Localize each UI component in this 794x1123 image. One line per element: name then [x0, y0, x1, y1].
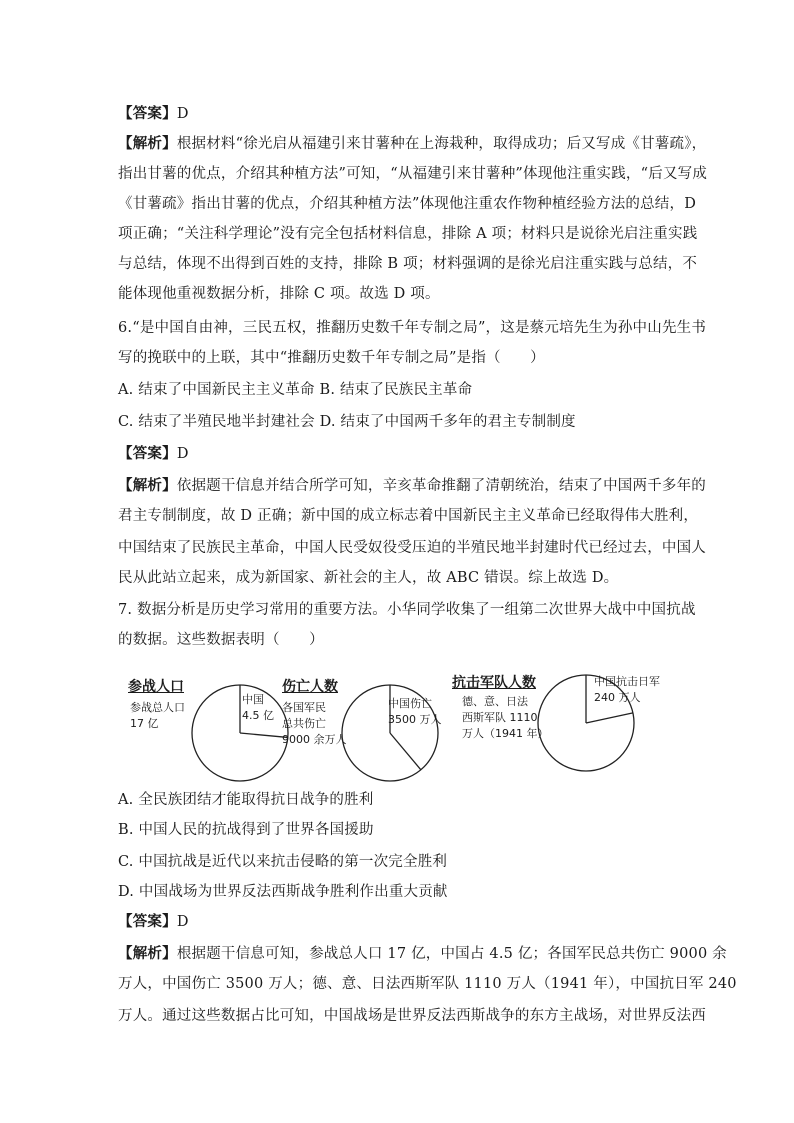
question-7-option-c: C. 中国抗战是近代以来抗击侵略的第一次完全胜利	[118, 854, 448, 870]
answer-value: D	[176, 446, 189, 462]
analysis-line: 【解析】根据题干信息可知，参战总人口 17 亿，中国占 4.5 亿；各国军民总共伤亡 9000 余	[118, 945, 727, 962]
question-7-stem: 的数据。这些数据表明（ ）	[118, 632, 324, 648]
question-6-stem: 写的挽联中的上联，其中“推翻历史数千年专制之局”是指（ ）	[118, 350, 545, 366]
answer-label: 【答案】	[118, 445, 177, 462]
analysis-line: 君主专制制度，故 D 正确；新中国的成立标志着中国新民主主义革命已经取得伟大胜利，	[118, 508, 699, 524]
chart-total-label: 万人（1941 年）	[462, 727, 549, 740]
question-6-options: C. 结束了半殖民地半封建社会 D. 结束了中国两千多年的君主专制制度	[118, 414, 576, 430]
chart-title: 抗击军队人数	[452, 675, 536, 691]
chart-total-label: 各国军民	[282, 701, 326, 714]
analysis-line: 【解析】依据题干信息并结合所学可知，辛亥革命推翻了清朝统治，结束了中国两千多年的	[118, 477, 707, 494]
analysis-line: 项正确；“关注科学理论”没有完全包括材料信息，排除 A 项；材料只是说徐光启注重实践	[118, 226, 698, 242]
question-7-option-d: D. 中国战场为世界反法西斯战争胜利作出重大贡献	[118, 884, 448, 900]
analysis-line: 【解析】根据材料“徐光启从福建引来甘薯种在上海栽种，取得成功；后又写成《甘薯疏》，	[118, 135, 707, 152]
chart-total-label: 西斯军队 1110	[462, 711, 538, 724]
chart-title: 伤亡人数	[282, 679, 338, 695]
chart-total-label: 总共伤亡	[282, 717, 326, 730]
analysis-label: 【解析】	[118, 477, 177, 494]
analysis-label: 【解析】	[118, 135, 177, 152]
chart-slice-label: 3500 万人	[388, 713, 442, 726]
analysis-line: 与总结，体现不出得到百姓的支持，排除 B 项；材料强调的是徐光启注重实践与总结，不	[118, 256, 698, 272]
answer-value: D	[176, 914, 189, 930]
question-7-stem: 7. 数据分析是历史学习常用的重要方法。小华同学收集了一组第二次世界大战中中国抗战	[118, 602, 696, 618]
analysis-line: 《甘薯疏》指出甘薯的优点，介绍其种植方法”体现他注重农作物种植经验方法的总结，D	[118, 196, 697, 212]
chart-total-label: 参战总人口	[130, 701, 185, 714]
chart-slice-label: 4.5 亿	[242, 709, 274, 722]
chart-total-label: 德、意、日法	[462, 695, 528, 708]
analysis-line: 指出甘薯的优点，介绍其种植方法”可知，“从福建引来甘薯种”体现他注重实践，“后又写成	[118, 166, 708, 182]
chart-slice-label: 240 万人	[594, 691, 641, 704]
chart-slice-label: 中国伤亡	[388, 697, 432, 710]
chart-title: 参战人口	[128, 679, 184, 695]
analysis-line: 万人。通过这些数据占比可知，中国战场是世界反法西斯战争的东方主战场，对世界反法西	[118, 1008, 706, 1024]
answer-line-7	[118, 912, 189, 932]
question-6-stem: 6.“是中国自由神，三民五权，推翻历史数千年专制之局”，这是蔡元培先生为孙中山先生书	[118, 320, 707, 336]
answer-label: 【答案】	[118, 105, 177, 122]
analysis-line: 民从此站立起来，成为新国家、新社会的主人，故 ABC 错误。综上故选 D。	[118, 570, 619, 586]
answer-value: D	[176, 106, 189, 122]
chart-total-label: 17 亿	[130, 717, 159, 730]
chart-slice-label: 中国	[242, 693, 264, 706]
question-7-option-a: A. 全民族团结才能取得抗日战争的胜利	[118, 792, 374, 808]
analysis-label: 【解析】	[118, 945, 177, 962]
question-7-option-b: B. 中国人民的抗战得到了世界各国援助	[118, 822, 374, 838]
analysis-line: 中国结束了民族民主革命，中国人民受奴役受压迫的半殖民地半封建时代已经过去，中国人	[118, 540, 706, 556]
chart-slice-label: 中国抗击日军	[594, 675, 660, 688]
analysis-line: 万人，中国伤亡 3500 万人；德、意、日法西斯军队 1110 万人（1941 年），中国抗日军 240	[118, 976, 737, 992]
chart-total-label: 9000 余万人	[282, 733, 347, 746]
analysis-line: 能体现他重视数据分析，排除 C 项。故选 D 项。	[118, 286, 440, 302]
answer-label: 【答案】	[118, 913, 177, 930]
question-6-options: A. 结束了中国新民主主义革命 B. 结束了民族民主革命	[118, 382, 473, 398]
